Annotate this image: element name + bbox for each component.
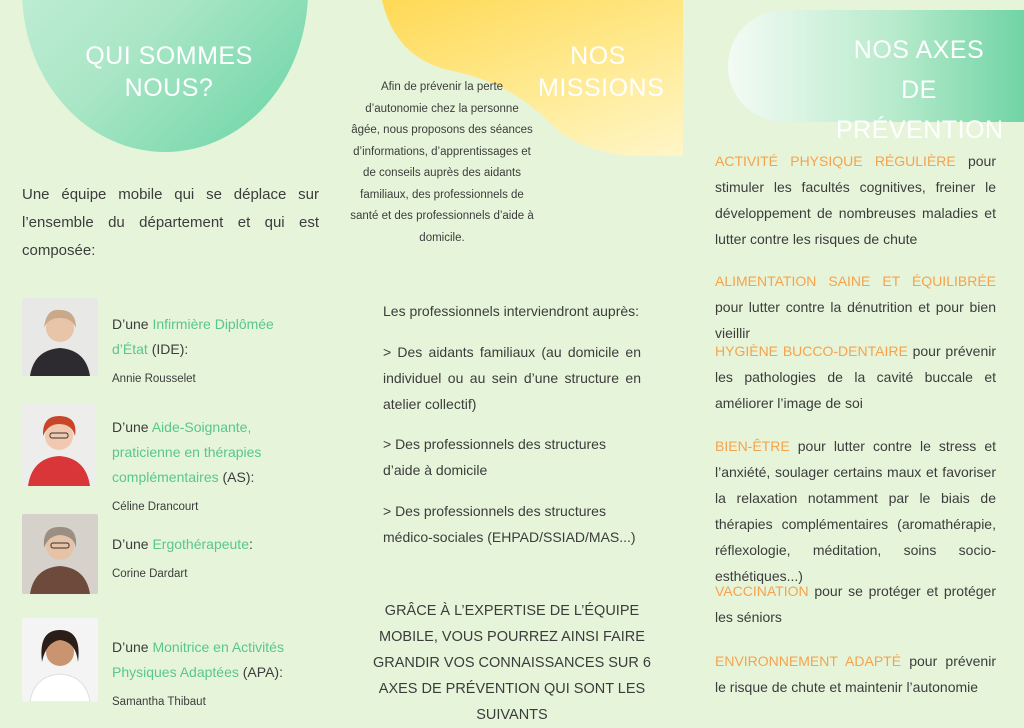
member-4-role: Monitrice en Activités Physiques Adaptées — [112, 639, 284, 680]
col2-title-line2: MISSIONS — [538, 74, 665, 102]
col2-title — [538, 40, 665, 104]
axis-1 — [715, 148, 996, 252]
axis-5-text: pour se protéger et protéger les séniors — [715, 583, 996, 625]
member-1-suffix: (IDE): — [147, 341, 189, 357]
axis-2 — [715, 268, 996, 346]
axis-4-text: pour lutter contre le stress et l’anxiété, soulager certains maux et favoriser la relaxation notamment par le biais de thérapies complémentaires (aromathérapie, réflexologie, méditation, soins socio-esthétiques...) — [715, 438, 996, 584]
col2-title-line1: NOS — [570, 42, 626, 70]
pros-item-3: > Des professionnels des structures médico-sociales (EHPAD/SSIAD/MAS...) — [383, 503, 636, 545]
closing-statement: GRÂCE À L’EXPERTISE DE L’ÉQUIPE MOBILE, VOUS POURREZ AINSI FAIRE GRANDIR VOS CONNAISSANCES SUR 6 AXES DE PRÉVENTION QUI SONT LES SUIVANTS — [373, 603, 651, 723]
axis-3-label: HYGIÈNE BUCCO-DENTAIRE — [715, 343, 908, 359]
axis-4-label: BIEN-ÊTRE — [715, 438, 790, 454]
col1-title-line2: NOUS? — [124, 74, 214, 102]
axis-2-text: pour lutter contre la dénutrition et pour bien vieillir — [715, 299, 996, 341]
axis-1-label: ACTIVITÉ PHYSIQUE RÉGULIÈRE — [715, 153, 956, 169]
member-2-suffix: (AS): — [218, 469, 255, 485]
col1-intro: Une équipe mobile qui se déplace sur l’ensemble du département et qui est composée: — [22, 186, 319, 259]
member-4-role-line — [112, 635, 302, 685]
member-4-name: Samantha Thibaut — [112, 696, 206, 708]
member-photo-1 — [22, 298, 98, 376]
member-photo-2 — [22, 404, 96, 486]
axis-1-text: pour stimuler les facultés cognitives, freiner le développement de nombreuses maladies et lutter contre les risques de chute — [715, 153, 996, 247]
member-2-role: Aide-Soignante, praticienne en thérapies complémentaires — [112, 419, 262, 485]
missions-text: Afin de prévenir la perte d’autonomie chez la personne âgée, nous proposons des séances d’informations, d’apprentissages et de conseils auprès des aidants familiaux, des professionnels de santé et des professionnels d’aide à domicile. — [350, 81, 534, 244]
member-3-prefix: D’une — [112, 536, 153, 552]
col3-title-line2: DE PRÉVENTION — [836, 76, 1004, 144]
member-2-name: Céline Drancourt — [112, 501, 199, 513]
axis-6 — [715, 648, 996, 700]
member-photo-4 — [22, 618, 98, 702]
member-3-role: Ergothérapeute — [152, 536, 249, 552]
member-4-prefix: D’une — [112, 639, 153, 655]
pros-item-1: > Des aidants familiaux (au domicile en individuel ou au sein d’une structure en atelier collectif) — [383, 344, 641, 412]
member-4-suffix: (APA): — [238, 664, 283, 680]
member-2 — [112, 415, 322, 516]
pros-item-2: > Des professionnels des structures d’aide à domicile — [383, 436, 606, 478]
member-3-suffix: : — [249, 536, 253, 552]
member-2-prefix: D’une — [112, 419, 152, 435]
col1-title-line1: QUI SOMMES — [85, 42, 253, 70]
member-1 — [112, 312, 312, 388]
member-1-prefix: D’une — [112, 316, 153, 332]
axis-4 — [715, 433, 996, 589]
member-photo-3 — [22, 514, 98, 594]
member-1-role: Infirmière Diplômée d’État — [112, 316, 274, 357]
member-1-role-line — [112, 312, 312, 362]
member-3-role-line — [112, 532, 312, 557]
col3-title — [836, 30, 1002, 150]
member-3-name: Corine Dardart — [112, 568, 188, 580]
col1-title — [80, 40, 258, 104]
axis-5-label: VACCINATION — [715, 583, 809, 599]
member-2-role-line — [112, 415, 322, 490]
member-3 — [112, 532, 312, 583]
member-4 — [112, 635, 302, 711]
axis-6-label: ENVIRONNEMENT ADAPTÉ — [715, 653, 902, 669]
member-1-name: Annie Rousselet — [112, 373, 196, 385]
axis-3 — [715, 338, 996, 416]
col3-title-line1: NOS AXES — [853, 36, 985, 64]
pros-heading: Les professionnels interviendront auprès: — [383, 303, 640, 319]
axis-6-text: pour prévenir le risque de chute et maintenir l’autonomie — [715, 653, 996, 695]
axis-2-label: ALIMENTATION SAINE ET ÉQUILIBRÉE — [715, 273, 996, 289]
axis-3-text: pour prévenir les pathologies de la cavité buccale et améliorer l’image de soi — [715, 343, 996, 411]
axis-5 — [715, 578, 996, 630]
